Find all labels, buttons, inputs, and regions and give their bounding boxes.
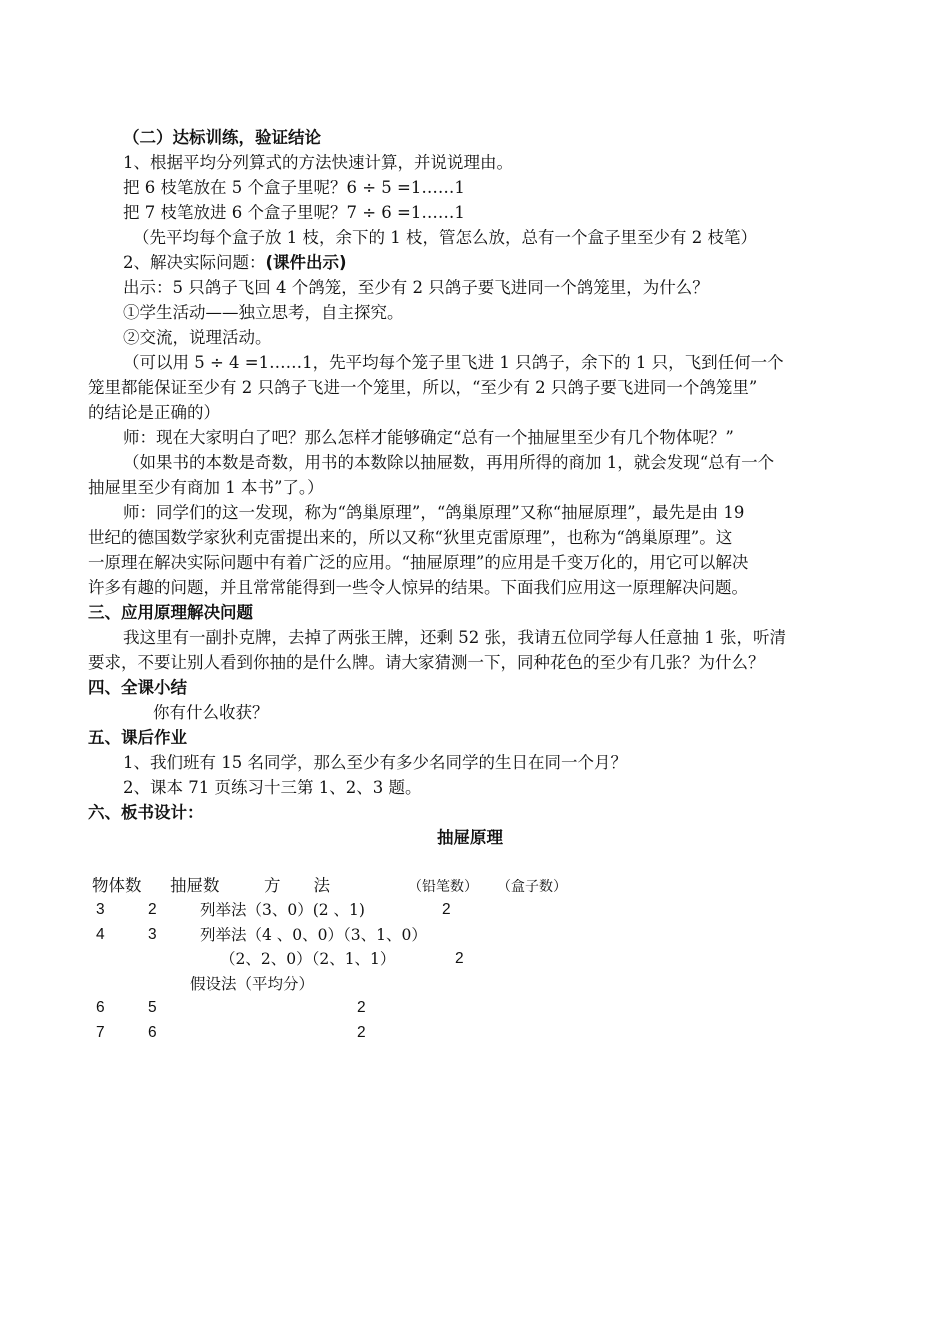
row1-objects: 3 bbox=[96, 901, 105, 918]
section-heading-6: 六、板书设计： bbox=[88, 803, 204, 822]
header-boxes: （盒子数） bbox=[497, 879, 567, 895]
homework-2: 2、课本 71 页练习十三第 1、2、3 题。 bbox=[123, 778, 422, 797]
book-note-line-2: 抽屉里至少有商加 1 本书”了。） bbox=[88, 478, 324, 497]
summary-question: 你有什么收获？ bbox=[153, 703, 269, 722]
teacher-summary-line-1: 师：同学们的这一发现，称为“鸽巢原理”，“鸽巢原理”又称“抽屉原理”，最先是由 19 bbox=[123, 503, 745, 522]
header-objects: 物体数 bbox=[92, 876, 142, 895]
row1-drawers: 2 bbox=[148, 901, 157, 918]
note-1: （先平均每个盒子放 1 枝，余下的 1 枝，管怎么放，总有一个盒子里至少有 2 枝笔） bbox=[133, 228, 757, 247]
item-2 bbox=[123, 252, 347, 274]
row5-result: 2 bbox=[357, 999, 366, 1016]
row6-result: 2 bbox=[357, 1024, 366, 1041]
item-1: 1、根据平均分列算式的方法快速计算，并说说理由。 bbox=[123, 153, 513, 172]
section-heading-2: （二）达标训练，验证结论 bbox=[123, 128, 321, 147]
row1-result: 2 bbox=[442, 901, 451, 918]
explanation-line-1: （可以用 5 ÷ 4 =1……1，先平均每个笼子里飞进 1 只鸽子，余下的 1 只，飞到任何一个 bbox=[123, 353, 784, 372]
teacher-summary-line-3: 一原理在解决实际问题中有着广泛的应用。“抽屉原理”的应用是千变万化的，用它可以解决 bbox=[88, 553, 749, 572]
teacher-summary-line-2: 世纪的德国数学家狄利克雷提出来的，所以又称“狄里克雷原理”，也称为“鸽巢原理”。这 bbox=[88, 528, 733, 547]
explanation-line-2: 笼里都能保证至少有 2 只鸽子飞进一个笼里，所以，“至少有 2 只鸽子要飞进同一个鸽笼里” bbox=[88, 378, 758, 397]
header-method: 方 法 bbox=[264, 876, 330, 895]
row1-method: 列举法（3、0）(2 、1) bbox=[200, 901, 365, 919]
item-2-label: 2、解决实际问题： bbox=[123, 253, 266, 272]
teacher-summary-line-4: 许多有趣的问题，并且常常能得到一些令人惊异的结果。下面我们应用这一原理解决问题。 bbox=[88, 578, 748, 597]
poker-line-1: 我这里有一副扑克牌，去掉了两张王牌，还剩 52 张，我请五位同学每人任意抽 1 张，听清 bbox=[123, 628, 786, 647]
row3-method: （2、2、0）（2、1、1） bbox=[220, 950, 396, 968]
equation-2: 把 7 枝笔放进 6 个盒子里呢？7 ÷ 6 =1……1 bbox=[123, 203, 465, 222]
header-pencils: （铅笔数） bbox=[408, 879, 478, 895]
equation-1: 把 6 枝笔放在 5 个盒子里呢？6 ÷ 5 =1……1 bbox=[123, 178, 465, 197]
section-heading-4: 四、全课小结 bbox=[88, 678, 187, 697]
book-note-line-1: （如果书的本数是奇数，用书的本数除以抽屉数，再用所得的商加 1，就会发现“总有一个 bbox=[123, 453, 775, 472]
row2-method: 列举法（4 、0、0）（3、1、0） bbox=[200, 926, 427, 944]
row2-drawers: 3 bbox=[148, 926, 157, 943]
row5-drawers: 5 bbox=[148, 999, 157, 1016]
homework-1: 1、我们班有 15 名同学，那么至少有多少名同学的生日在同一个月？ bbox=[123, 753, 627, 772]
teacher-question: 师：现在大家明白了吧？那么怎样才能够确定“总有一个抽屉里至少有几个物体呢？” bbox=[123, 428, 734, 447]
section-heading-3: 三、应用原理解决问题 bbox=[88, 603, 253, 622]
row6-drawers: 6 bbox=[148, 1024, 157, 1041]
section-heading-5: 五、课后作业 bbox=[88, 728, 187, 747]
activity-1: ①学生活动——独立思考，自主探究。 bbox=[123, 303, 404, 322]
header-drawers: 抽屉数 bbox=[170, 876, 220, 895]
row5-objects: 6 bbox=[96, 999, 105, 1016]
item-2-courseware: (课件出示) bbox=[265, 253, 347, 272]
row2-objects: 4 bbox=[96, 926, 105, 943]
problem-statement: 出示：5 只鸽子飞回 4 个鸽笼，至少有 2 只鸽子要飞进同一个鸽笼里，为什么？ bbox=[123, 278, 709, 297]
row3-result: 2 bbox=[455, 950, 464, 967]
row6-objects: 7 bbox=[96, 1024, 105, 1041]
row4-method: 假设法（平均分） bbox=[190, 975, 315, 993]
explanation-line-3: 的结论是正确的） bbox=[88, 403, 220, 422]
board-title: 抽屉原理 bbox=[437, 828, 503, 847]
poker-line-2: 要求，不要让别人看到你抽的是什么牌。请大家猜测一下，同种花色的至少有几张？为什么？ bbox=[88, 653, 765, 672]
activity-2: ②交流，说理活动。 bbox=[123, 328, 272, 347]
